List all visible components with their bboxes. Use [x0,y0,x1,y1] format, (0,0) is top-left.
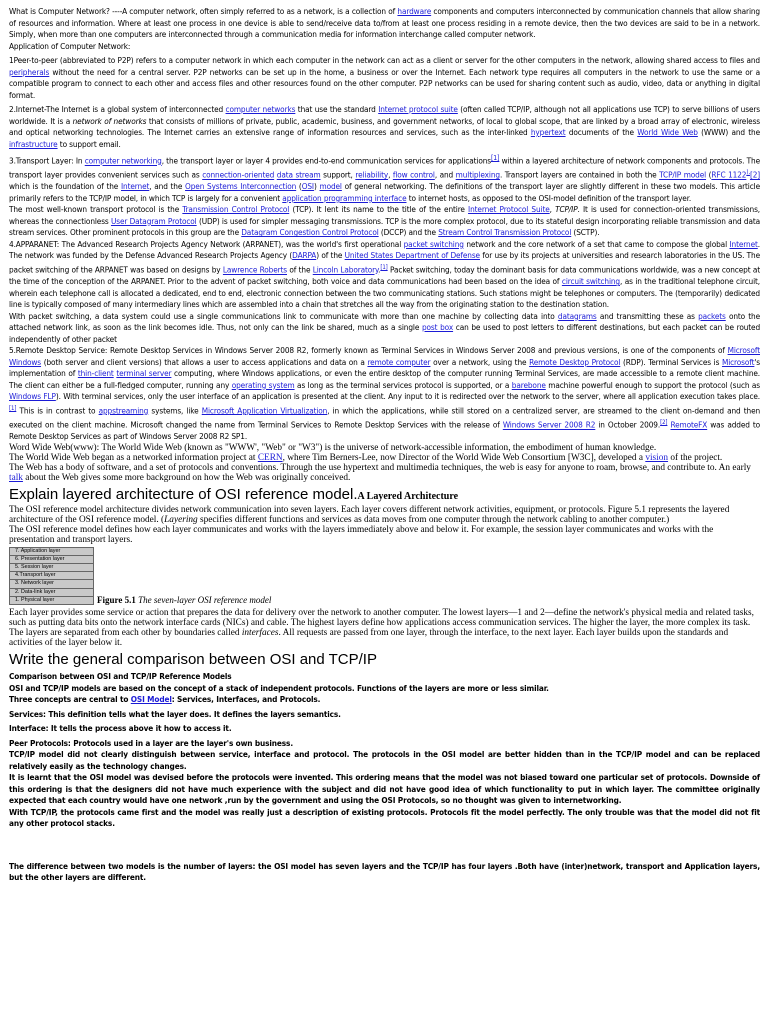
hyperlink[interactable]: Windows Server 2008 R2 [502,419,596,430]
osi-layer-row: 7. Application layer [10,547,94,555]
peer-protocols-line [9,738,760,750]
emphasis: TCP/IP [555,204,578,215]
hyperlink[interactable]: data stream [276,169,321,180]
hyperlink[interactable]: computer networking [84,155,162,166]
hyperlink[interactable]: reliability [355,169,389,180]
comparison-paragraph-5 [9,807,760,830]
comparison-title-text: Comparison between OSI and TCP/IP Reference Models [9,671,232,682]
comparison-paragraph-6 [9,861,760,884]
osi-subheading: A Layered Architecture [357,490,459,502]
comparison-paragraph-3-text: TCP/IP model did not clearly distinguish between service, interface and protocol. The protocols in the OSI model are better hidden than in the TCP/IP model and can be replaced relatively easily as the technology changes. [9,749,760,771]
hyperlink[interactable]: appstreaming [98,405,149,416]
comparison-paragraph-4 [9,772,760,807]
osi-layer-row: 5. Session layer [10,564,94,572]
comparison-paragraph-1-text: OSI and TCP/IP models are based on the concept of a stack of independent protocols. Functions of the layers are more or less similar. [9,682,549,693]
world-wide-web-section [9,443,760,483]
hyperlink[interactable]: Open Systems Interconnection [185,181,297,192]
hyperlink[interactable]: packet switching [403,238,464,249]
comparison-paragraph-1 [9,683,760,695]
hyperlink[interactable]: Internet [121,181,150,192]
hyperlink[interactable]: Microsoft Windows [9,345,760,367]
hyperlink[interactable]: terminal server [116,368,172,379]
comparison-paragraph-5-text: With TCP/IP, the protocols came first and the model was really just a description of existing protocols. Protocols fit the model perfectly. The only trouble was that the model did not fit any other protocol stacks. [9,806,760,829]
p2p-paragraph: 1Peer-to-peer (abbreviated to P2P) refers to a computer network in which each computer in the network can act as a client or server for the other computers in the network, allowing shared access to files and peripherals without the need for a central server. P2P networks can be set up in the home, a business or over the Internet. Each network type requires all computers in the network to use the same or a compatible program to connect to each other and access files and other resources found on the other computer. P2P networks can be used for sharing content such as audio, video, data or anything in digital format. [9,55,760,100]
citation-link[interactable]: [1] [9,404,17,412]
hyperlink[interactable]: DARPA [292,250,317,261]
hyperlink[interactable]: talk [9,472,23,483]
hyperlink[interactable]: RemoteFX [670,419,708,430]
hyperlink[interactable]: Internet Protocol Suite [468,204,550,215]
hyperlink[interactable]: [2] [749,169,761,180]
hyperlink[interactable]: Internet protocol suite [378,104,458,114]
hyperlink[interactable]: peripherals [9,66,50,77]
hyperlink[interactable]: Lawrence Roberts [222,264,287,275]
comparison-heading: Write the general comparison between OSI and TCP/IP [9,651,377,669]
hyperlink[interactable]: operating system [231,379,295,390]
comparison-paragraph-6-text: The difference between two models is the number of layers: the OSI model has seven layers and the TCP/IP has four layers .Both have (inter)network, transport and Application layers, but the other layers are different. [9,860,760,883]
hyperlink[interactable]: vision [645,452,669,463]
hyperlink[interactable]: TCP/IP model [659,169,707,180]
hyperlink[interactable]: Stream Control Transmission Protocol [438,227,572,238]
packet-switching-paragraph: With packet switching, a data system could use a single communications link to communicate with more than one machine by collecting data into datagrams and transmitting these as packets onto the attached network link, as soon as the link becomes idle. Thus, not only can the link be shared, much as a single post box can be used to post letters to different destinations, but each packet can be routed independently of other packet [9,310,761,344]
emphasis: Layering [164,514,198,525]
figure-caption [97,595,271,605]
arpanet-paragraph: 4.APPARANET: The Advanced Research Projects Agency Network (ARPANET), was the world's first operational packet switching network and the core network of a set that came to compose the global Internet. The network was funded by the Defense Advanced Research Projects Agency (DARPA) of the United States Department of Defense for use by its projects at universities and research laboratories in the US. The packet switching of the ARPANET was based on designs by Lawrence Roberts of the Lincoln Laboratory.[1] Packet switching, today the dominant basis for data communications worldwide, was a new concept at the time of the conception of the ARPANET. Prior to the advent of packet switching, both voice and data communications had been based on the idea of circuit switching, as in the traditional telephone circuit, wherein each telephone call is allocated a dedicated, end to end, electronic connection between the two communicating stations. Such stations might be telephones or computers. The (temporarily) dedicated line is typically composed of many intermediary lines which are assembled into a chain that stretches all the way from the originating station to the destination station. [9,238,761,310]
osi-layer-row: 1. Physical layer [10,596,94,604]
network-definition-paragraph: What is Computer Network? ----A computer network, often simply referred to as a network, is a collection of hardware components and computers interconnected by communication channels that allow sharing of resources and information. Where at least one process in one device is able to send/receive data to/from at least one process residing in a remote device, then the two devices are said to be in a network. Simply, when more than one computers are interconnected through a communication media for information interchange called computer network. [9,6,760,39]
hyperlink[interactable]: connection-oriented [202,169,275,180]
osi-paragraph-4: The layers are separated from each other by boundaries called interfaces. All requests are passed from one layer, through the interface, to the next layer. Each layer builds upon the standards and activities of the layer below it. [9,628,729,649]
hyperlink[interactable]: Microsoft Application Virtualization [201,405,328,416]
transport-layer-paragraph: 3.Transport Layer: In computer networking, the transport layer or layer 4 provides end-to-end communication services for applications[1] within a layered architecture of network components and protocols. The transport layer provides convenient services such as connection-oriented data stream support, reliability, flow control, and multiplexing. Transport layers are contained in both the TCP/IP model (RFC 1122),[2] which is the foundation of the Internet, and the Open Systems Interconnection (OSI) model of general networking. The definitions of the transport layer are slightly different in these two models. This article primarily refers to the TCP/IP model, in which TCP is largely for a convenient application programming interface to internet hosts, as opposed to the OSI-model definition of the transport layer. [9,154,761,203]
hyperlink[interactable]: application programming interface [282,192,407,203]
hyperlink[interactable]: remote computer [367,356,431,367]
citation-link[interactable]: [1] [380,263,388,271]
comparison-title [9,671,760,683]
comparison-paragraph-2: Three concepts are central to OSI Model: Services, Interfaces, and Protocols. [9,694,321,705]
www-paragraph-2: The World Wide Web began as a networked information project at CERN, where Tim Berners-Lee, now Director of the World Wide Web Consortium [W3C], developed a vision of the project. [9,452,723,463]
hyperlink[interactable]: infrastructure [9,138,58,149]
www-paragraph-1: Word Wide Web(www): The World Wide Web (known as "WWW', "Web" or "W3") is the universe of network-accessible information, the embodiment of human knowledge. [9,442,657,453]
tcp-paragraph: The most well-known transport protocol is the Transmission Control Protocol (TCP). It lent its name to the title of the entire Internet Protocol Suite, TCP/IP. It is used for connection-oriented transmissions, whereas the connectionless User Datagram Protocol (UDP) is used for simpler messaging transmissions. TCP is the more complex protocol, due to its stateful design incorporating reliable transmission and data stream services. Other prominent protocols in this group are the Datagram Congestion Control Protocol (DCCP) and the Stream Control Transmission Protocol (SCTP). [9,204,761,238]
hyperlink[interactable]: computer networks [225,104,296,114]
hyperlink[interactable]: thin-client [77,368,114,379]
hyperlink[interactable]: United States Department of Defense [344,250,480,261]
osi-heading [9,486,760,505]
services-line [9,709,760,721]
hyperlink[interactable]: User Datagram Protocol [110,215,197,226]
osi-paragraph-2: The OSI reference model defines how each layer communicates and works with the layers immediately above and below it. For example, the session layer communicates and works with the presentation and transport layers. [9,524,714,545]
hyperlink[interactable]: World Wide Web [637,127,698,137]
citation-link[interactable]: ), [746,169,750,177]
osi-heading-text: Explain layered architecture of OSI reference model. [9,485,358,503]
hyperlink[interactable]: Internet [729,238,758,249]
osi-paragraph-1: The OSI reference model architecture divides network communication into seven layers. Each layer covers different network activities, equipment, or protocols. Figure 5.1 represents the layered architecture of the OSI reference model. (Layering specifies different functions and services as data moves from one computer through the network cabling to another computer.) [9,504,730,525]
remote-desktop-paragraph: 5.Remote Desktop Service: Remote Desktop Services in Windows Server 2008 R2, formerly known as Terminal Services in Windows Server 2008 and previous versions, is one of the components of Microsoft Windows (both server and client versions) that allows a user to access applications and data on a remote computer over a network, using the Remote Desktop Protocol (RDP). Terminal Services is Microsoft's implementation of thin-client terminal server computing, where Windows applications, or even the entire desktop of the computer running Terminal Services, are made accessible to a remote client machine. The client can either be a full-fledged computer, running any operating system as long as the terminal services protocol is supported, or a barebone machine powerful enough to support the protocol (such as Windows FLP). With terminal services, only the user interface of an application is presented at the client. Any input to it is redirected over the network to the server, where all application execution takes place.[1] This is in contrast to appstreaming systems, like Microsoft Application Virtualization, in which the applications, while still stored on a centralized server, are streamed to the client on-demand and then executed on the client machine. Microsoft changed the name from Terminal Services to Remote Desktop Services with the release of Windows Server 2008 R2 in October 2009.[2] RemoteFX was added to Remote Desktop Services as part of Windows Server 2008 R2 SP1. [9,345,761,442]
hyperlink[interactable]: post box [421,322,454,333]
hyperlink[interactable]: flow control [392,169,435,180]
hyperlink[interactable]: [1] [490,154,500,162]
osi-layer-row: 4.Transport layer [10,572,94,580]
figure-caption-text: The seven-layer OSI reference model [135,595,272,606]
osi-paragraph-3: Each layer provides some service or action that prepares the data for delivery over the network to another computer. The lowest layers—1 and 2—define the network's physical media and related tasks, such as putting data bits onto the network interface cards (NICs) and cable. The highest layers define how applications access communication services. The higher the layer, the more complex its task. [9,608,754,629]
hyperlink[interactable]: multiplexing [455,169,500,180]
hyperlink[interactable]: hardware [397,6,432,16]
figure-label: Figure 5.1 [97,595,136,606]
hyperlink[interactable]: packets [698,310,726,321]
hyperlink[interactable]: Microsoft [721,356,755,367]
hyperlink[interactable]: barebone [511,379,546,390]
emphasis: interfaces [241,628,279,639]
hyperlink[interactable]: OSI Model [130,694,172,705]
osi-layer-stack [9,547,94,605]
comparison-section [9,671,760,884]
hyperlink[interactable]: OSI [301,181,314,192]
emphasis: network of networks [72,115,147,126]
interface-line [9,723,760,735]
hyperlink[interactable]: Remote Desktop Protocol [529,356,621,367]
osi-layer-row: 2. Data-link layer [10,588,94,596]
www-paragraph-3: The Web has a body of software, and a set of protocols and conventions. Through the use hypertext and multimedia techniques, the web is easy for anyone to roam, browse, and contribute to. An early talk about the Web gives some more background on how the Web was originally conceived. [9,462,751,483]
hyperlink[interactable]: Lincoln Laboratory [312,264,379,275]
hyperlink[interactable]: model [319,181,342,192]
internet-paragraph: 2.Internet-The Internet is a global system of interconnected computer networks that use the standard Internet protocol suite (often called TCP/IP, although not all applications use TCP) to serve billions of users worldwide. It is a network of networks that consists of millions of private, public, academic, business, and government networks, of local to global scope, that are linked by a broad array of electronic, wireless and optical networking technologies. The Internet carries an extensive range of information resources and services, such as the inter-linked hypertext documents of the World Wide Web (WWW) and the infrastructure to support email. [9,104,761,149]
application-heading: Application of Computer Network: [9,40,131,51]
hyperlink[interactable]: Windows FLP [9,391,56,402]
hyperlink[interactable]: Datagram Congestion Control Protocol [241,227,379,238]
osi-section [9,505,760,648]
osi-layer-row: 3. Network layer [10,580,94,588]
hyperlink[interactable]: RFC 1122 [711,169,747,180]
hyperlink[interactable]: CERN [257,452,283,463]
peer-protocols-line-text: Peer Protocols: Protocols used in a layer are the layer's own business. [9,737,293,748]
osi-layer-row: 6. Presentation layer [10,555,94,563]
hyperlink[interactable]: Transmission Control Protocol [182,204,290,215]
comparison-paragraph-4-text: It is learnt that the OSI model was devised before the protocols were invented. This ordering means that the model was not biased toward one particular set of protocols. Downside of this ordering is that the designers did not have much experience with the subject and did not have good idea of which functionality to put in which layer. The committee originally expected that each country would have one network ,run by the government and using the OSI Protocols, so no thought was given to internetworking. [9,772,760,806]
interface-line-text: Interface: It tells the process above it how to access it. [9,723,232,734]
computer-network-section [9,6,760,443]
citation-link[interactable]: [2] [660,418,668,426]
osi-figure [9,547,760,605]
comparison-paragraph-3 [9,749,760,772]
hyperlink[interactable]: datagrams [557,310,597,321]
hyperlink[interactable]: circuit switching [561,276,620,287]
services-line-text: Services: This definition tells what the layer does. It defines the layers semantics. [9,708,341,719]
hyperlink[interactable]: hypertext [530,127,566,137]
